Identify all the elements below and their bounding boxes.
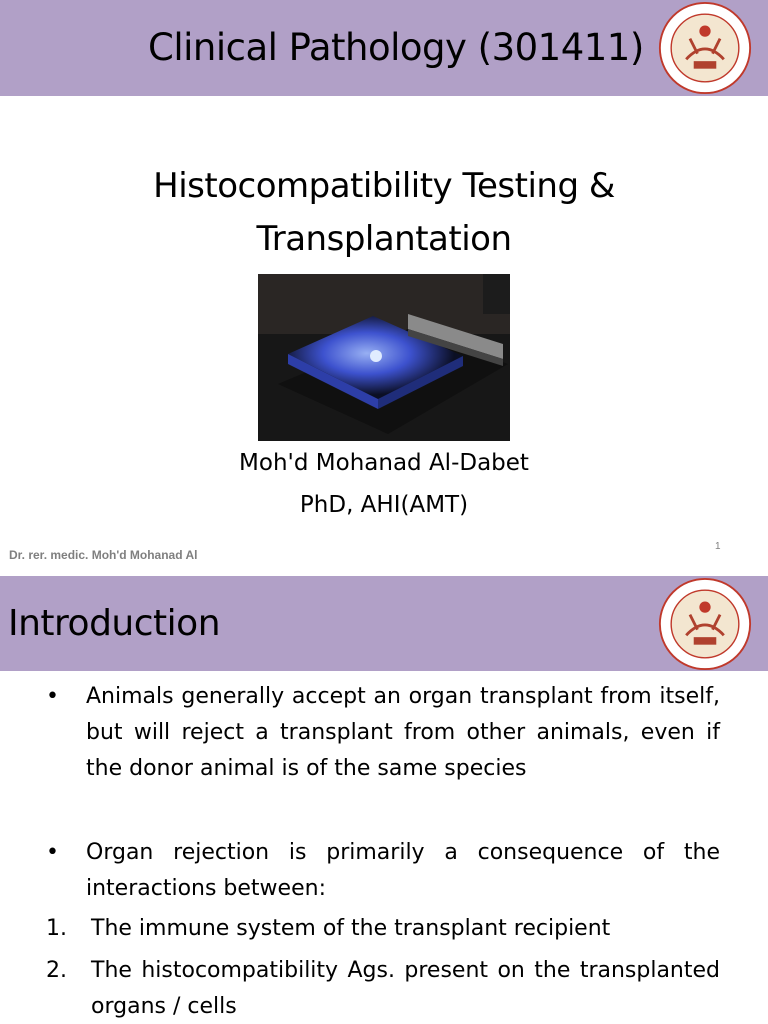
bullet-marker: • [46,684,59,709]
author-name: Moh'd Mohanad Al-Dabet [239,450,529,476]
author-credentials: PhD, AHI(AMT) [299,492,469,518]
numbered-text: The immune system of the transplant recipient [91,916,611,941]
page-number: 1 [715,541,721,552]
university-logo [656,1,754,95]
number-marker: 2. [46,958,67,983]
slide-footer: Dr. rer. medic. Moh'd Mohanad Al [9,548,198,562]
numbered-item [46,911,720,947]
introduction-slide [0,576,768,1024]
bullet-item [46,835,720,907]
main-title-line-1: Histocompatibility Testing & [153,166,615,206]
number-marker: 1. [46,916,67,941]
numbered-item [46,953,720,1024]
university-logo [656,577,754,671]
main-title-line-2: Transplantation [256,219,512,259]
numbered-text: The histocompatibility Ags. present on the transplanted organs / cells [91,958,720,1019]
bullet-item [46,679,720,787]
bullet-marker: • [46,840,59,865]
slide-title: Introduction [8,603,221,644]
bullet-text: Animals generally accept an organ transplant from itself, but will reject a transplant from other animals, even if the donor animal is of the same species [86,684,720,781]
course-title: Clinical Pathology (301411) [148,26,644,69]
main-title [0,160,768,266]
bullet-text: Organ rejection is primarily a consequence of the interactions between: [86,840,720,901]
microplate-photo [258,274,510,441]
